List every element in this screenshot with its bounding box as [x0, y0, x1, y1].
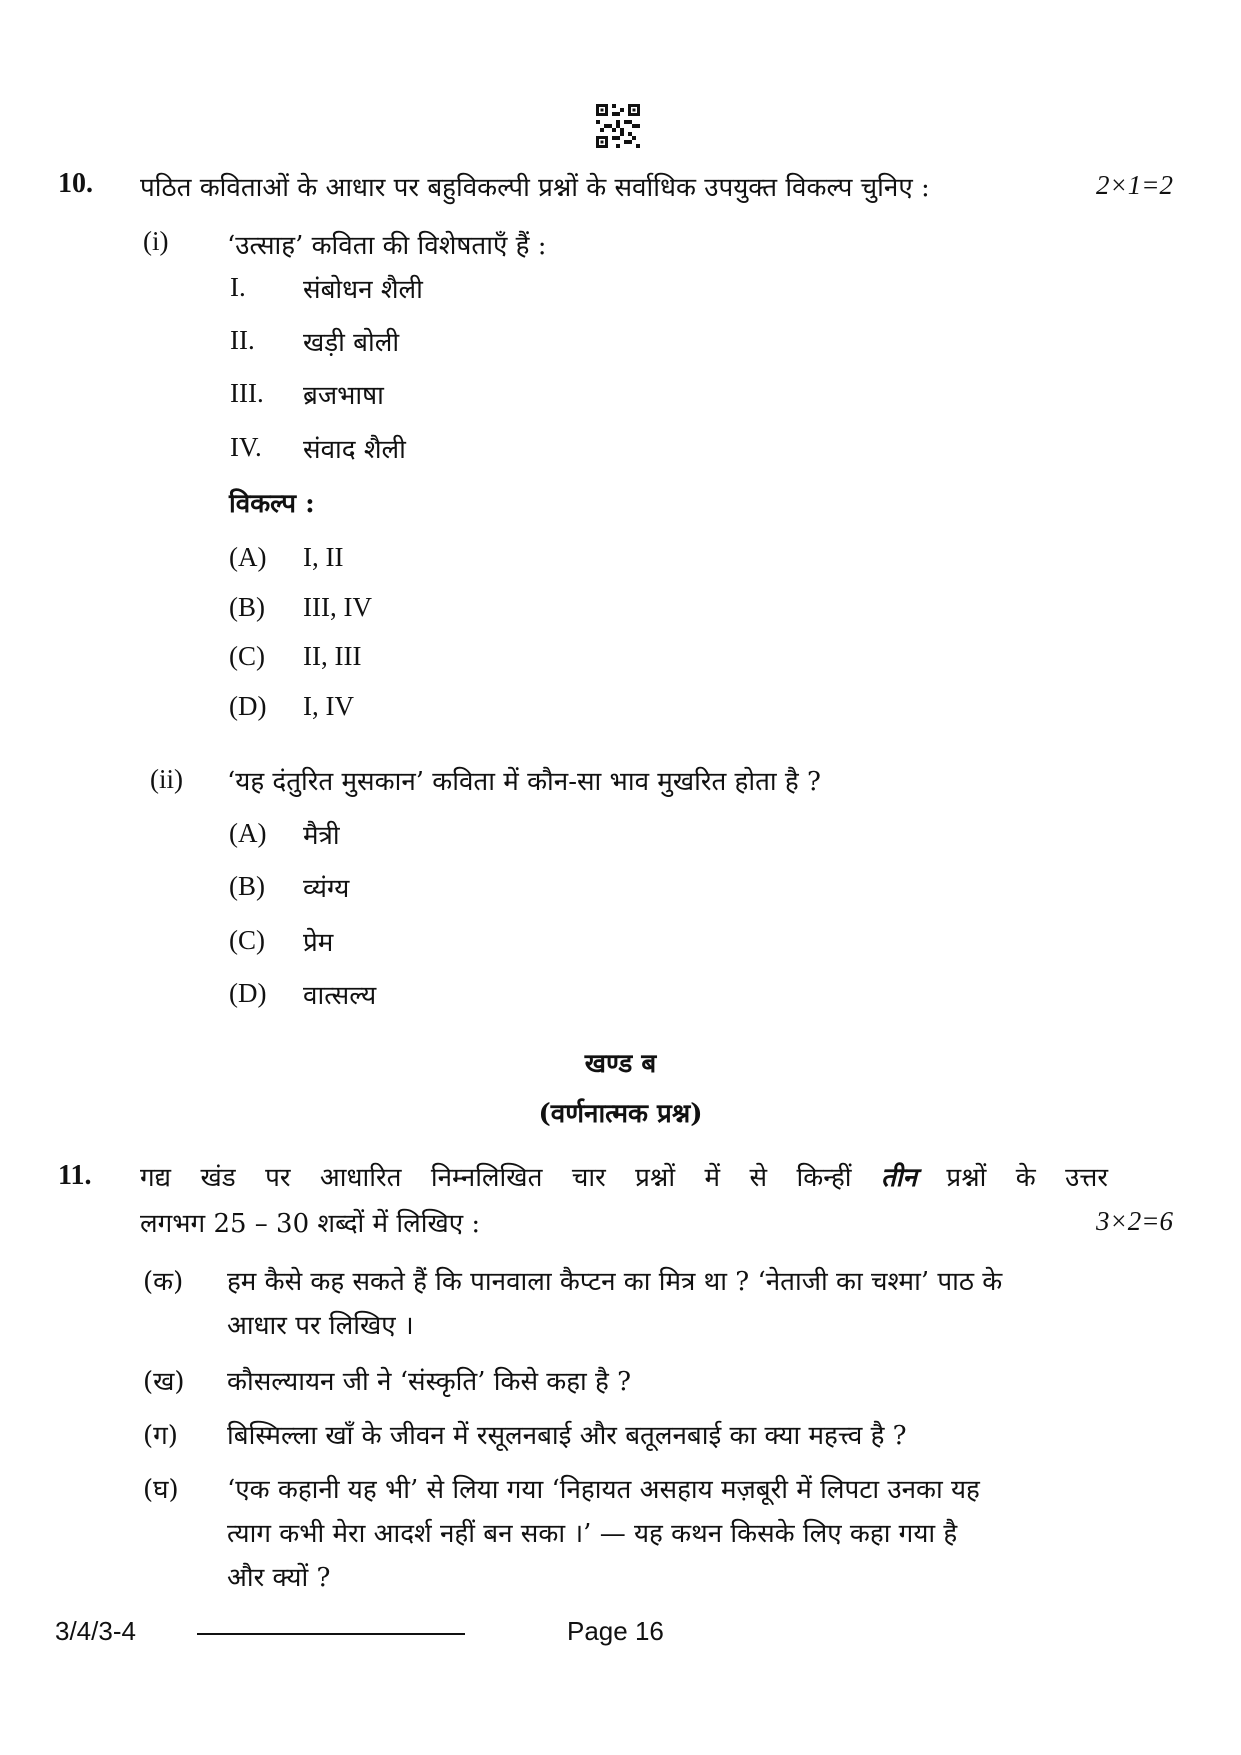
subquestion-text: बिस्मिल्ला खाँ के जीवन में रसूलनबाई और बतूलनबाई का क्या महत्त्व है ?: [227, 1421, 907, 1451]
subquestion-text: त्याग कभी मेरा आदर्श नहीं बन सका ।’ — यह कथन किसके लिए कहा गया है: [227, 1519, 958, 1549]
option-text: III, IV: [303, 592, 372, 622]
subquestion-label: (ग): [143, 1421, 178, 1451]
statement-roman: II.: [230, 325, 255, 355]
prompt-text: प्रश्नों के उत्तर: [946, 1163, 1109, 1193]
options-heading: विकल्प :: [229, 489, 315, 519]
option-text: I, IV: [303, 691, 354, 721]
statement-text: ब्रजभाषा: [303, 381, 384, 411]
option-text: मैत्री: [303, 821, 340, 851]
subquestion-label: (क): [143, 1267, 184, 1297]
question-11-prompt-line-2: लगभग 25 – 30 शब्दों में लिखिए :: [140, 1209, 481, 1239]
section-title: खण्ड ब: [584, 1049, 657, 1079]
statement-roman: III.: [230, 378, 264, 408]
footer-rule: [197, 1633, 465, 1635]
statement-roman: I.: [230, 272, 246, 302]
section-subtitle: (वर्णनात्मक प्रश्न): [538, 1099, 703, 1129]
option-label: (A): [229, 818, 267, 848]
option-text: प्रेम: [303, 928, 334, 958]
question-10-marks: 2×1=2: [1096, 170, 1173, 200]
option-label: (B): [229, 592, 265, 622]
subquestion-text: और क्यों ?: [227, 1563, 331, 1593]
subquestion-label: (ख): [143, 1367, 185, 1397]
option-label: (C): [229, 641, 265, 671]
prompt-emphasis: तीन: [880, 1163, 917, 1193]
paper-code: 3/4/3-4: [55, 1616, 136, 1646]
question-10-number: 10.: [58, 168, 93, 199]
question-10-prompt: पठित कविताओं के आधार पर बहुविकल्पी प्रश्नों के सर्वाधिक उपयुक्त विकल्प चुनिए :: [140, 173, 930, 203]
option-label: (C): [229, 925, 265, 955]
option-text: व्यंग्य: [303, 874, 350, 904]
question-11-number: 11.: [58, 1160, 92, 1191]
statement-roman: IV.: [230, 432, 262, 462]
question-11-prompt-line-1: [140, 1158, 1108, 1194]
subquestion-text: ‘एक कहानी यह भी’ से लिया गया ‘निहायत असहाय मज़बूरी में लिपटा उनका यह: [227, 1475, 980, 1505]
prompt-text: गद्य खंड पर आधारित निम्नलिखित चार प्रश्नों में से किन्हीं: [140, 1163, 852, 1193]
subquestion-label: (घ): [143, 1475, 179, 1505]
option-label: (D): [229, 978, 267, 1008]
option-label: (A): [229, 542, 267, 572]
subquestion-text: हम कैसे कह सकते हैं कि पानवाला कैप्टन का मित्र था ? ‘नेताजी का चश्मा’ पाठ के: [227, 1267, 1003, 1297]
option-text: I, II: [303, 542, 344, 572]
part-ii-question: ‘यह दंतुरित मुसकान’ कविता में कौन-सा भाव मुखरित होता है ?: [227, 767, 821, 797]
subquestion-text: कौसल्यायन जी ने ‘संस्कृति’ किसे कहा है ?: [227, 1367, 632, 1397]
option-text: वात्सल्य: [303, 981, 377, 1011]
option-label: (D): [229, 691, 267, 721]
option-text: II, III: [303, 641, 362, 671]
statement-text: खड़ी बोली: [303, 328, 400, 358]
question-11-marks: 3×2=6: [1096, 1206, 1173, 1236]
page-number: Page 16: [567, 1616, 664, 1646]
statement-text: संबोधन शैली: [303, 275, 423, 305]
statement-text: संवाद शैली: [303, 435, 406, 465]
part-i-question: ‘उत्साह’ कविता की विशेषताएँ हैं :: [227, 231, 547, 261]
part-i-label: (i): [143, 226, 169, 256]
option-label: (B): [229, 871, 265, 901]
subquestion-text: आधार पर लिखिए ।: [227, 1311, 414, 1341]
part-ii-label: (ii): [150, 764, 183, 794]
qr-code: [596, 104, 640, 148]
